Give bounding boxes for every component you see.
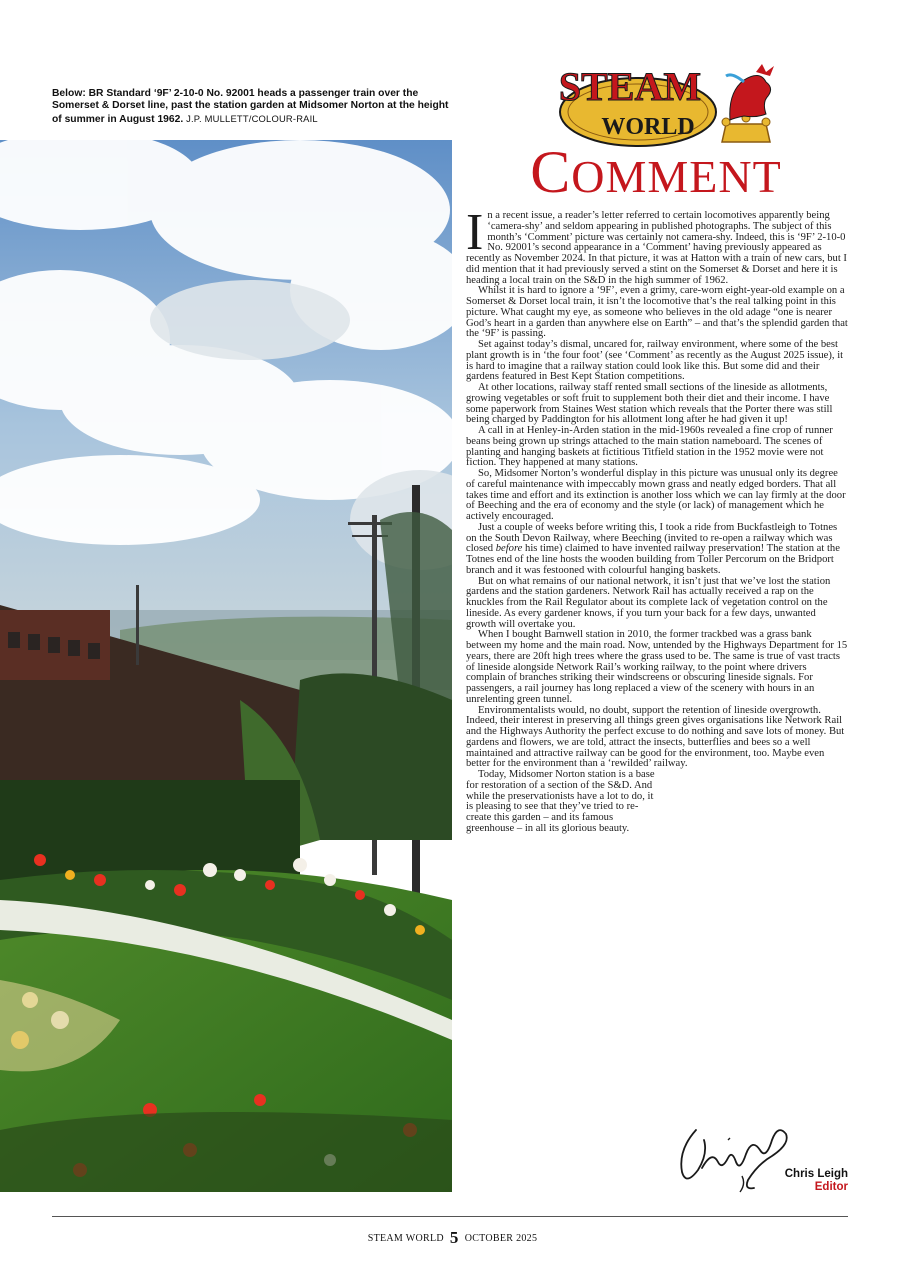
caption-credit: J.P. MULLETT/COLOUR-RAIL [186, 112, 318, 124]
footer-rule [52, 1216, 848, 1217]
steam-world-logo [530, 62, 790, 150]
editor-credit [785, 1168, 848, 1194]
section-title-rest: OMMENT [571, 151, 782, 202]
editor-role: Editor [814, 1181, 848, 1193]
lion-crown-emblem [722, 64, 774, 142]
article-paragraph: Whilst it is hard to ignore a ‘9F’, even a grimy, care-worn eight-year-old example on a Somerset & Dorset local train, it isn’t the locomotive that’s the real talking point in this picture. What caught my eye, as someone who believes in the old adage “one is nearer God’s heart in a garden than anywhere else on Earth” – and that’s the splendid garden that the ‘9F’ is passing. [466, 285, 848, 340]
page-number: 5 [449, 1228, 459, 1247]
footer-issue: OCTOBER 2025 [464, 1233, 538, 1244]
article-paragraph: But on what remains of our national network, it isn’t just that we’ve lost the station gardens and the station gardeners. Network Rail has actually received a rap on the knuckles from the Rail Regulator about its complete lack of vegetation control on the lineside. As every gardener knows, if you turn your back for a few days, unwanted growth will overtake you. [466, 575, 831, 630]
logo-word-world: WORLD [601, 114, 695, 140]
article-paragraph: At other locations, railway staff rented small sections of the lineside as allotments, growing vegetables or soft fruit to supplement both their diet and their income. I have some paperwork from Staines West station which reveals that the Porter there was still being charged by Paddington for his allotment long after he had given it up! [466, 382, 833, 426]
article-paragraph: Environmentalists would, no doubt, support the retention of lineside overgrowth. Indeed, their interest in preserving all things green gives organisations like Network Rail and the Highways Authority the perfect excuse to do nothing and save lots of money. But gardens and flowers, we are told, attract the insects, butterflies and bees so a well maintained and attractive railway can be good for the environment, too. Maybe even better for the environment than a ‘rewilded’ railway. [466, 704, 845, 770]
section-title [466, 138, 846, 207]
logo-word-steam: STEAM [558, 64, 702, 109]
footer-magazine: STEAM WORLD [367, 1233, 444, 1244]
article-paragraph: In a recent issue, a reader’s letter referred to certain locomotives apparently being ‘camera-shy’ and seldom appearing in published photographs. The subject of this month’s ‘Comment’ picture was certainly not camera-shy. Indeed, this is ‘9F’ 2-10-0 No. 92001’s second appearance in a ‘Comment’ having previously appeared as recently as November 2024. In that picture, it was at Hatton with a train of new cars, but I did mention that it had previously served a stint on the Somerset & Dorset and here it is heading a local train on the S&D in the high summer of 1962. [466, 204, 847, 286]
editor-name: Chris Leigh [784, 1168, 848, 1180]
article-closing-paragraph: Today, Midsomer Norton station is a base for restoration of a section of the S&D. And while the preservationists have a lot to do, it is pleasing to see that they’ve tried to re-create this garden – and its famous greenhouse – in all its glorious beauty. [466, 769, 655, 834]
photo-caption [52, 88, 452, 126]
section-title-initial: C [530, 139, 572, 205]
drop-cap: I [466, 204, 484, 261]
article-paragraph: A call in at Henley-in-Arden station in the mid-1960s revealed a fine crop of runner beans being grown up strings attached to the main station nameboard. The scenes of planting and hanging baskets at fictitious Titfield station in the 1952 movie were not fiction. They happened at many stations. [466, 425, 833, 469]
article-paragraph: When I bought Barnwell station in 2010, the former trackbed was a grass bank between my home and the main road. Now, untended by the Highways Department for 15 years, there are 20ft high trees where the grass used to be. The same is true of vast tracts of lineside alongside Network Rail’s working railway, to the point where drivers complain of branches striking their windscreens or obscuring lineside signals. For passengers, a rail journey has long replaced a view of the scenery with hours in an unrelenting green tunnel. [466, 629, 848, 705]
article-paragraph: Set against today’s dismal, uncared for, railway environment, where some of the best plant growth is in ‘the four foot’ (see ‘Comment’ as recently as the August 2025 issue), it is hard to imagine that a railway station could look like this. But some did and their gardens featured in Best Kept Station competitions. [466, 339, 844, 383]
editor-signature [668, 1110, 798, 1196]
page-footer [0, 1228, 905, 1248]
railway-garden-photo [0, 140, 452, 1192]
article-paragraph: So, Midsomer Norton’s wonderful display in this picture was unusual only its degree of careful maintenance with impeccably mown grass and neatly edged borders. That all takes time and effort and its extinction is another loss which we can lay firmly at the door of Beeching and the era of economy and the style (or lack) of management which he actively encouraged. [466, 468, 846, 522]
article-paragraph: Just a couple of weeks before writing this, I took a ride from Buckfastleigh to Totnes on the South Devon Railway, where Beeching (invited to re-open a railway which was closed before his time) claimed to have invented railway preservation! The station at the Totnes end of the line hosts the wooden building from Toller Percorum on the Bridport branch and it was festooned with colourful hanging baskets. [466, 521, 840, 576]
caption-text: Below: BR Standard ‘9F’ 2-10-0 No. 92001 heads a passenger train over the Somerset & Dorset line, past the station garden at Midsomer Norton at the height of summer in August 1962. [52, 88, 449, 125]
editorial-article [466, 204, 848, 835]
